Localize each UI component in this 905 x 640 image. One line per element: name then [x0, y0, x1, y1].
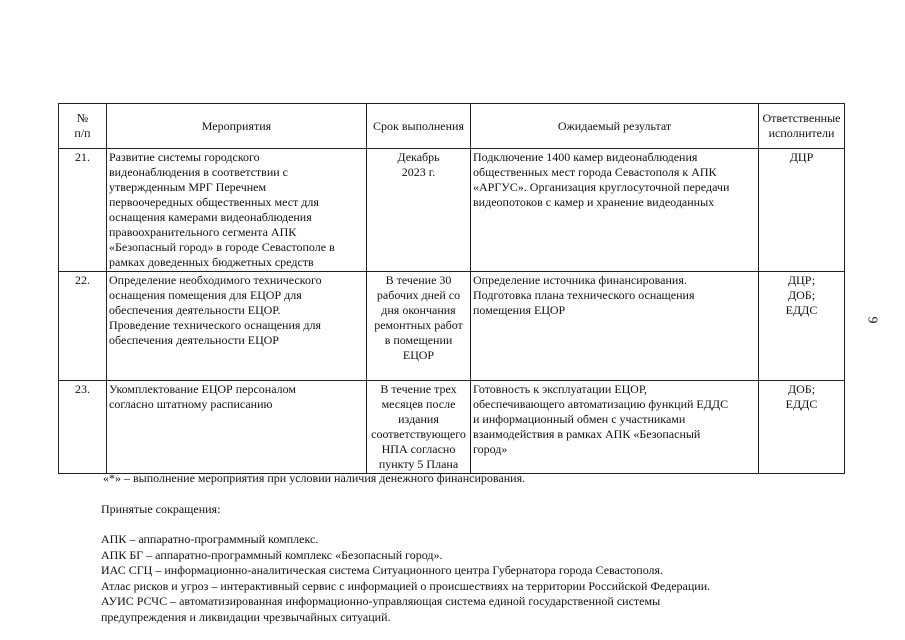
row-responsible: ДЦР	[759, 149, 845, 272]
table-row	[59, 149, 845, 272]
row-action: Укомплектование ЕЦОР персоналом согласно штатному расписанию	[107, 381, 367, 474]
table-header-row	[59, 104, 845, 149]
row-number: 22.	[59, 272, 107, 381]
header-deadline: Срок выполнения	[367, 104, 471, 149]
abbreviation-item: предупреждения и ликвидации чрезвычайных ситуаций.	[101, 609, 391, 624]
abbreviations-title: Принятые сокращения:	[101, 502, 221, 516]
row-responsible: ДЦР; ДОБ; ЕДДС	[759, 272, 845, 381]
table-row	[59, 272, 845, 381]
footnote: «*» – выполнение мероприятия при условии наличия денежного финансирования.	[103, 471, 526, 485]
header-number: № п/п	[59, 104, 107, 149]
abbreviation-item: АУИС РСЧС – автоматизированная информационно-управляющая система единой государственной системы	[101, 594, 661, 608]
row-number: 23.	[59, 381, 107, 474]
header-result: Ожидаемый результат	[471, 104, 759, 149]
row-number: 21.	[59, 149, 107, 272]
page-number: 9	[864, 316, 880, 324]
abbreviation-item: ИАС СГЦ – информационно-аналитическая система Ситуационного центра Губернатора города Севастополя.	[101, 563, 664, 577]
header-responsible: Ответственные исполнители	[759, 104, 845, 149]
header-action: Мероприятия	[107, 104, 367, 149]
abbreviations-list	[101, 532, 791, 625]
row-action: Определение необходимого технического оснащения помещения для ЕЦОР для обеспечения деятельности ЕЦОР. Проведение технического оснащения для обеспечения деятельности ЕЦОР	[107, 272, 367, 381]
row-deadline: В течение 30 рабочих дней со дня окончания ремонтных работ в помещении ЕЦОР	[367, 272, 471, 381]
row-result: Готовность к эксплуатации ЕЦОР, обеспечивающего автоматизацию функций ЕДДС и информационный обмен с участниками взаимодействия в рамках АПК «Безопасный город»	[471, 381, 759, 474]
table-row	[59, 381, 845, 474]
abbreviation-item: АПК – аппаратно-программный комплекс.	[101, 532, 319, 546]
row-deadline: Декабрь 2023 г.	[367, 149, 471, 272]
row-action: Развитие системы городского видеонаблюдения в соответствии с утвержденным МРГ Перечнем первоочередных общественных мест для оснащения камерами видеонаблюдения правоохранительного сегмента АПК «Безопасный город» в городе Севастополе в рамках доведенных бюджетных средств	[107, 149, 367, 272]
abbreviation-item: Атлас рисков и угроз – интерактивный сервис с информацией о происшествиях на территории Российской Федерации.	[101, 578, 711, 593]
row-deadline: В течение трех месяцев после издания соответствующего НПА согласно пункту 5 Плана	[367, 381, 471, 474]
row-result: Подключение 1400 камер видеонаблюдения общественных мест города Севастополя к АПК «АРГУС». Организация круглосуточной передачи видеопотоков с камер и хранение видеоданных	[471, 149, 759, 272]
row-responsible: ДОБ; ЕДДС	[759, 381, 845, 474]
abbreviation-item: АПК БГ – аппаратно-программный комплекс «Безопасный город».	[101, 547, 443, 562]
row-result: Определение источника финансирования. Подготовка плана технического оснащения помещения ЕЦОР	[471, 272, 759, 381]
action-plan-table	[58, 103, 845, 474]
